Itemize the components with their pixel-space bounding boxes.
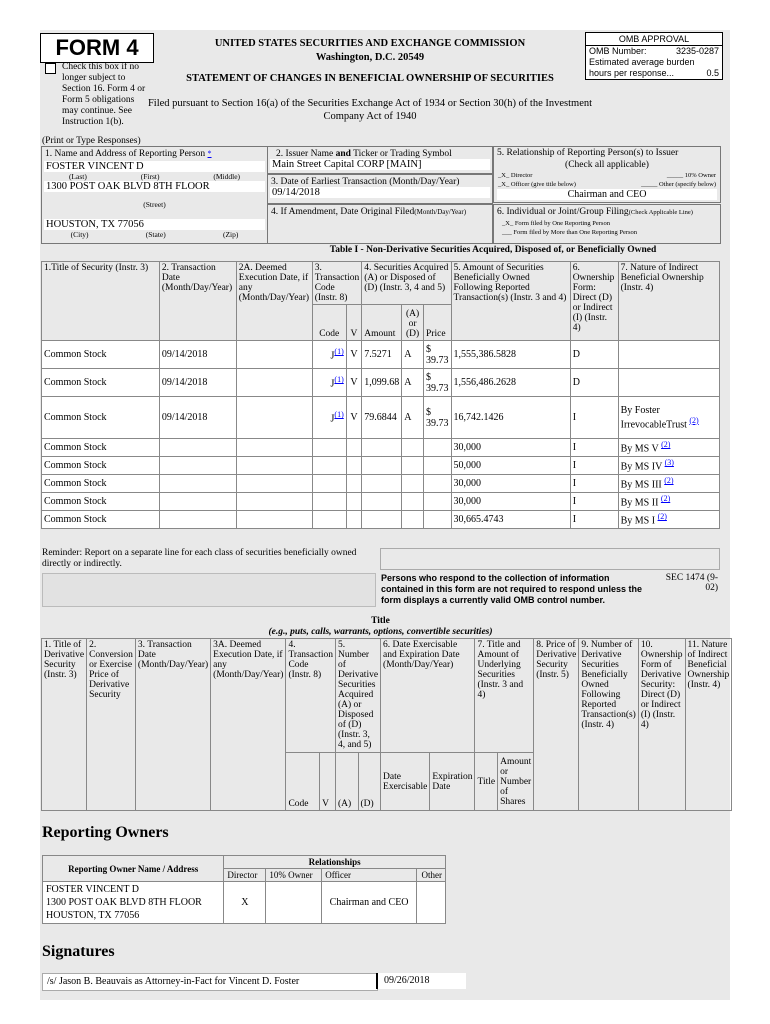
transaction-date	[159, 511, 236, 529]
amount-owned	[451, 397, 570, 439]
table2	[41, 638, 732, 811]
omb-burden-label: Estimated average burden	[589, 57, 695, 67]
officer-check: _X_ Officer (give title below)	[498, 181, 576, 188]
t1-h4: 4. Securities Acquired (A) or Disposed of (D) (Instr. 3, 4 and 5)	[362, 262, 451, 305]
ownership-form-text: I	[572, 442, 577, 453]
omb-number-value: 3235-0287	[675, 46, 719, 56]
amount	[362, 397, 402, 439]
ownership-form	[570, 475, 618, 493]
t2-a: (A)	[335, 753, 358, 811]
t1-h5: 5. Amount of Securities Beneficially Owned Following Reported Transaction(s) (Instr. 3 and 4)	[451, 262, 570, 341]
security-title	[42, 475, 160, 493]
signature-field: /s/ Jason B. Beauvais as Attorney-in-Fact for Vincent D. Foster	[42, 973, 378, 991]
amount-owned-text: 1,556,486.2628	[453, 377, 517, 388]
box1-asterisk-link[interactable]: *	[207, 149, 212, 158]
code-text: J	[330, 413, 335, 425]
t2-h3a: 3A. Deemed Execution Date, if any (Month/Day/Year)	[211, 639, 286, 811]
price	[424, 457, 452, 475]
t2-d: (D)	[358, 753, 381, 811]
first-label: (First)	[140, 172, 160, 181]
v-flag	[346, 341, 361, 369]
omb-approval-box	[585, 32, 723, 80]
name-part-labels	[42, 172, 267, 181]
t2-h7: 7. Title and Amount of Underlying Securities (Instr. 3 and 4)	[475, 639, 534, 753]
amount-owned-text: 50,000	[453, 460, 482, 471]
security-title-text: Common Stock	[44, 514, 107, 525]
city-label: (City)	[70, 230, 89, 239]
price	[424, 475, 452, 493]
table-row	[42, 369, 720, 397]
t2-h11: 11. Nature of Indirect Beneficial Ownership (Instr. 4)	[685, 639, 732, 811]
security-title	[42, 341, 160, 369]
table1-title: Table I - Non-Derivative Securities Acquired, Disposed of, or Beneficially Owned	[329, 245, 657, 255]
table2-header-row	[42, 639, 732, 753]
a-or-d	[402, 369, 424, 397]
deemed-date	[236, 493, 312, 511]
table2-heading	[41, 616, 720, 638]
reporting-person-name: FOSTER VINCENT D	[44, 161, 265, 172]
transaction-date	[159, 397, 236, 439]
ownership-form-text: D	[572, 349, 580, 360]
security-title	[42, 439, 160, 457]
box2-label-c: Ticker or Trading Symbol	[350, 149, 452, 159]
a-or-d-text: A	[404, 377, 412, 388]
box2-label-a: 2. Issuer Name	[276, 149, 336, 159]
box1-label	[42, 147, 267, 161]
v-flag-text: V	[350, 412, 358, 423]
last-label: (Last)	[68, 172, 87, 181]
ownership-form	[570, 341, 618, 369]
box6-label-small: (Check Applicable Line)	[628, 209, 693, 216]
omb-hours-value: 0.5	[706, 68, 719, 78]
box3-label: 3. Date of Earliest Transaction (Month/Day/Year)	[271, 177, 460, 187]
amount	[362, 369, 402, 397]
deemed-date	[236, 369, 312, 397]
t1-h2a: 2A. Deemed Execution Date, if any (Month/Day/Year)	[236, 262, 312, 341]
reporting-person-city: HOUSTON, TX 77056	[44, 219, 265, 230]
nature-text: By MS I	[620, 515, 656, 527]
security-title	[42, 397, 160, 439]
v-flag	[346, 369, 361, 397]
deemed-date	[236, 397, 312, 439]
box5-sub: (Check all applicable)	[565, 160, 649, 170]
persons-note: Persons who respond to the collection of information contained in this form are not required to respond unless the form displays a currently valid OMB control number.	[381, 573, 643, 605]
check-box-text: Check this box if no longer subject to Section 16. Form 4 or Form 5 obligations may continue. See Instruction 1(b).	[62, 62, 146, 127]
t2-v: V	[320, 753, 336, 811]
amount	[362, 439, 402, 457]
nature-of-ownership	[618, 475, 719, 493]
table-row	[42, 511, 720, 529]
transaction-date	[159, 493, 236, 511]
amount	[362, 457, 402, 475]
issuer-name-value: Main Street Capital CORP [MAIN]	[270, 159, 490, 170]
nature-footnote-link[interactable]: (2)	[661, 440, 671, 450]
code-footnote-link[interactable]: (1)	[334, 375, 344, 385]
ro-relationships: Relationships	[224, 856, 446, 869]
ro-owner-addr: 1300 POST OAK BLVD 8TH FLOOR	[46, 897, 202, 908]
amount-owned-text: 16,742.1426	[453, 412, 504, 423]
omb-hours-row	[586, 68, 722, 79]
filed-pursuant: Filed pursuant to Section 16(a) of the Securities Exchange Act of 1934 or Section 30(h) of the Investment Company Act of 1940	[147, 98, 593, 122]
a-or-d	[402, 493, 424, 511]
deemed-date	[236, 475, 312, 493]
box2-label	[268, 147, 492, 159]
table-row	[42, 457, 720, 475]
t2-amount: Amount or Number of Shares	[498, 753, 534, 811]
security-title-text: Common Stock	[44, 442, 107, 453]
amount-owned-text: 30,000	[453, 496, 482, 507]
nature-of-ownership	[618, 457, 719, 475]
t1-v: V	[346, 305, 361, 341]
amount-owned	[451, 475, 570, 493]
ro-owner-name: FOSTER VINCENT D	[46, 884, 139, 895]
ownership-form	[570, 369, 618, 397]
box-earliest-transaction	[267, 174, 493, 204]
amount-owned-text: 1,555,386.5828	[453, 349, 517, 360]
a-or-d	[402, 341, 424, 369]
code-footnote-link[interactable]: (1)	[334, 410, 344, 420]
amount-owned-text: 30,000	[453, 442, 482, 453]
nature-footnote-link[interactable]: (2)	[664, 476, 674, 486]
ro-director-mark: X	[224, 882, 266, 924]
security-title	[42, 493, 160, 511]
t1-price: Price	[424, 305, 452, 341]
v-flag	[346, 475, 361, 493]
table-row	[42, 475, 720, 493]
nature-footnote-link[interactable]: (3)	[664, 458, 674, 468]
nature-footnote-link[interactable]: (2)	[657, 512, 667, 522]
t2-h6: 6. Date Exercisable and Expiration Date (Month/Day/Year)	[381, 639, 475, 753]
city-part-labels	[42, 230, 267, 239]
earliest-transaction-date: 09/14/2018	[270, 187, 490, 198]
ownership-form-text: I	[572, 478, 577, 489]
box6-label-text: 6. Individual or Joint/Group Filing	[497, 207, 629, 217]
box-issuer-name	[267, 146, 493, 174]
agency-name: UNITED STATES SECURITIES AND EXCHANGE COMMISSION	[214, 38, 526, 49]
security-title	[42, 369, 160, 397]
amount-text: 79.6844	[364, 412, 397, 423]
reminder-field	[380, 548, 720, 570]
table-row	[42, 397, 720, 439]
nature-text: By MS IV	[620, 461, 663, 473]
price-value: 39.73	[426, 354, 449, 366]
v-flag	[346, 511, 361, 529]
security-title-text: Common Stock	[44, 377, 107, 388]
ro-other-mark	[416, 882, 445, 924]
code-footnote-link[interactable]: (1)	[334, 347, 344, 357]
price	[424, 511, 452, 529]
table2-title: Title	[371, 616, 390, 626]
ro-officer-title: Chairman and CEO	[322, 882, 417, 924]
amount	[362, 341, 402, 369]
t2-h8: 8. Price of Derivative Security (Instr. 5)	[534, 639, 579, 811]
transaction-date	[159, 457, 236, 475]
statement-title: STATEMENT OF CHANGES IN BENEFICIAL OWNERSHIP OF SECURITIES	[186, 73, 554, 84]
nature-of-ownership	[618, 369, 719, 397]
security-title-text: Common Stock	[44, 478, 107, 489]
filing-line1: _X_ Form filed by One Reporting Person	[502, 220, 610, 227]
amount-text: 7.5271	[364, 349, 392, 360]
ro-owner-city: HOUSTON, TX 77056	[46, 910, 140, 921]
t1-amount: Amount	[362, 305, 402, 341]
a-or-d	[402, 457, 424, 475]
transaction-code	[312, 439, 346, 457]
a-or-d	[402, 511, 424, 529]
transaction-date	[159, 475, 236, 493]
zip-label: (Zip)	[222, 230, 239, 239]
state-label: (State)	[145, 230, 166, 239]
box5-row2	[494, 180, 720, 189]
ownership-form	[570, 511, 618, 529]
t1-h6: 6. Ownership Form: Direct (D) or Indirect (I) (Instr. 4)	[570, 262, 618, 341]
transaction-code	[312, 493, 346, 511]
agency-header	[170, 37, 570, 65]
t2-h3: 3. Transaction Date (Month/Day/Year)	[135, 639, 210, 811]
t2-h9: 9. Number of Derivative Securities Beneficially Owned Following Reported Transaction(s) (Instr. 4)	[579, 639, 639, 811]
t2-h1: 1. Title of Derivative Security (Instr. 3)	[42, 639, 87, 811]
amount	[362, 475, 402, 493]
transaction-date	[159, 341, 236, 369]
box-reporting-person	[41, 146, 268, 244]
transaction-date-text: 09/14/2018	[161, 377, 208, 388]
omb-number-label: OMB Number:	[589, 46, 647, 56]
price-symbol: $	[426, 406, 432, 418]
ownership-form	[570, 457, 618, 475]
nature-of-ownership	[618, 493, 719, 511]
reporting-person-street: 1300 POST OAK BLVD 8TH FLOOR	[44, 181, 265, 192]
filing-line2: ___ Form filed by More than One Reporting Person	[502, 229, 638, 236]
code-text: J	[330, 350, 335, 362]
box5-row1	[494, 171, 720, 180]
ownership-form-text: I	[572, 460, 577, 471]
nature-footnote-link[interactable]: (2)	[660, 494, 671, 504]
t1-h1: 1.Title of Security (Instr. 3)	[42, 262, 160, 341]
nature-text: By MS V	[620, 443, 659, 455]
agency-location: Washington, D.C. 20549	[315, 52, 425, 63]
amount-owned	[451, 439, 570, 457]
ownership-form-text: I	[572, 514, 577, 525]
director-check: _X_ Director	[498, 172, 533, 179]
transaction-date-text: 09/14/2018	[161, 412, 208, 423]
security-title-text: Common Stock	[44, 349, 107, 360]
box-joint-filing	[493, 204, 721, 244]
transaction-code	[312, 369, 346, 397]
price-symbol: $	[426, 343, 432, 355]
ro-col-name: Reporting Owner Name / Address	[43, 856, 224, 882]
security-title	[42, 457, 160, 475]
transaction-code	[312, 457, 346, 475]
t2-exp: Expiration Date	[430, 753, 475, 811]
ownership-form-text: D	[572, 377, 580, 388]
a-or-d-text: A	[404, 412, 412, 423]
a-or-d-text: A	[404, 349, 412, 360]
code-text: J	[330, 378, 335, 390]
transaction-code	[312, 341, 346, 369]
middle-label: (Middle)	[213, 172, 241, 181]
no-longer-subject-checkbox[interactable]	[45, 63, 56, 74]
table1-body	[42, 341, 720, 529]
ro-header1	[43, 856, 446, 869]
security-title	[42, 511, 160, 529]
t2-h10: 10. Ownership Form of Derivative Security: Direct (D) or Indirect (I) (Instr. 4)	[638, 639, 685, 811]
omb-number-row	[586, 46, 722, 57]
v-flag-text: V	[350, 349, 358, 360]
price	[424, 369, 452, 397]
officer-title: Chairman and CEO	[497, 189, 717, 200]
nature-of-ownership	[618, 511, 719, 529]
ownership-form	[570, 439, 618, 457]
t1-h7: 7. Nature of Indirect Beneficial Ownership (Instr. 4)	[618, 262, 719, 341]
v-flag	[346, 493, 361, 511]
amount-text: 1,099.68	[364, 377, 400, 388]
ro-row	[43, 882, 446, 924]
price	[424, 493, 452, 511]
t2-h5: 5. Number of Derivative Securities Acquired (A) or Disposed of (D) (Instr. 3, 4, and 5)	[335, 639, 380, 753]
v-flag	[346, 439, 361, 457]
price-symbol: $	[426, 371, 432, 383]
transaction-date	[159, 369, 236, 397]
sec-code: SEC 1474 (9-02)	[665, 573, 718, 593]
t1-code: Code	[312, 305, 346, 341]
street-label: (Street)	[143, 200, 166, 209]
box1-label-text: 1. Name and Address of Reporting Person	[45, 149, 206, 159]
amount-owned-text: 30,000	[453, 478, 482, 489]
price	[424, 397, 452, 439]
ownership-form-text: I	[572, 412, 577, 423]
box6-label	[494, 205, 720, 219]
t2-date-ex: Date Exercisable	[381, 753, 430, 811]
price	[424, 439, 452, 457]
box-amendment	[267, 204, 493, 244]
reminder-text: Reminder: Report on a separate line for each class of securities beneficially owned directly or indirectly.	[42, 548, 357, 569]
t1-h3: 3. Transaction Code (Instr. 8)	[312, 262, 362, 305]
deemed-date	[236, 511, 312, 529]
t1-aord: (A) or (D)	[402, 305, 424, 341]
price	[424, 341, 452, 369]
box4-label-small: (Month/Day/Year)	[414, 208, 467, 216]
box2-label-b: and	[335, 149, 351, 159]
v-flag-text: V	[350, 377, 358, 388]
security-title-text: Common Stock	[44, 496, 107, 507]
t2-title: Title	[475, 753, 498, 811]
ownership-form	[570, 397, 618, 439]
box4-label-text: 4. If Amendment, Date Original Filed	[271, 207, 415, 217]
nature-of-ownership	[618, 439, 719, 457]
box5-label: 5. Relationship of Reporting Person(s) to Issuer	[497, 148, 679, 158]
transaction-code	[312, 511, 346, 529]
table-row	[42, 493, 720, 511]
t2-h2: 2. Conversion or Exercise Price of Derivative Security	[87, 639, 136, 811]
nature-of-ownership	[618, 397, 719, 439]
a-or-d	[402, 475, 424, 493]
amount-owned-text: 30,665.4743	[453, 514, 504, 525]
table2-subtitle: (e.g., puts, calls, warrants, options, convertible securities)	[268, 627, 493, 637]
amount-owned	[451, 341, 570, 369]
omb-hours-label: hours per response...	[589, 68, 675, 78]
transaction-code	[312, 397, 346, 439]
amount-owned	[451, 457, 570, 475]
box4-label	[268, 205, 492, 219]
ownership-form	[570, 493, 618, 511]
reporting-owners-heading: Reporting Owners	[42, 824, 169, 841]
ro-officer: Officer	[322, 869, 417, 882]
v-flag	[346, 397, 361, 439]
nature-text: By MS III	[620, 479, 662, 491]
blank-field	[42, 573, 376, 607]
ro-owner10-mark	[266, 882, 322, 924]
ro-other: Other	[416, 869, 445, 882]
signatures-heading: Signatures	[42, 943, 115, 960]
owner-check: _____ 10% Owner	[666, 172, 716, 179]
omb-burden-row	[586, 57, 722, 68]
price-value: 39.73	[426, 417, 449, 429]
a-or-d	[402, 397, 424, 439]
reporting-owners-table	[42, 855, 446, 924]
table-row	[42, 341, 720, 369]
t2-code: Code	[286, 753, 320, 811]
amount-owned	[451, 369, 570, 397]
ro-owner10: 10% Owner	[266, 869, 322, 882]
table-row	[42, 439, 720, 457]
box-relationship	[493, 146, 721, 203]
a-or-d	[402, 439, 424, 457]
t1-h2: 2. Transaction Date (Month/Day/Year)	[159, 262, 236, 341]
nature-of-ownership	[618, 341, 719, 369]
deemed-date	[236, 439, 312, 457]
nature-text: By MS II	[620, 497, 659, 509]
deemed-date	[236, 341, 312, 369]
transaction-code	[312, 475, 346, 493]
amount	[362, 511, 402, 529]
price-value: 39.73	[426, 382, 449, 394]
security-title-text: Common Stock	[44, 412, 107, 423]
ownership-form-text: I	[572, 496, 577, 507]
table1	[41, 261, 720, 529]
ro-owner-cell	[43, 882, 224, 924]
transaction-date-text: 09/14/2018	[161, 349, 208, 360]
nature-text: By Foster IrrevocableTrust	[620, 404, 687, 431]
transaction-date	[159, 439, 236, 457]
omb-title: OMB APPROVAL	[586, 33, 722, 46]
other-check: _____ Other (specify below)	[641, 181, 716, 188]
security-title-text: Common Stock	[44, 460, 107, 471]
form-label: FORM 4	[40, 33, 154, 63]
v-flag	[346, 457, 361, 475]
amount-owned	[451, 511, 570, 529]
nature-footnote-link[interactable]: (2)	[689, 415, 699, 425]
deemed-date	[236, 457, 312, 475]
table1-header-row	[42, 262, 720, 305]
t2-h4: 4. Transaction Code (Instr. 8)	[286, 639, 336, 753]
print-note: (Print or Type Responses)	[42, 136, 141, 146]
amount-owned	[451, 493, 570, 511]
signature-date: 09/26/2018	[376, 973, 466, 989]
ro-director: Director	[224, 869, 266, 882]
amount	[362, 493, 402, 511]
